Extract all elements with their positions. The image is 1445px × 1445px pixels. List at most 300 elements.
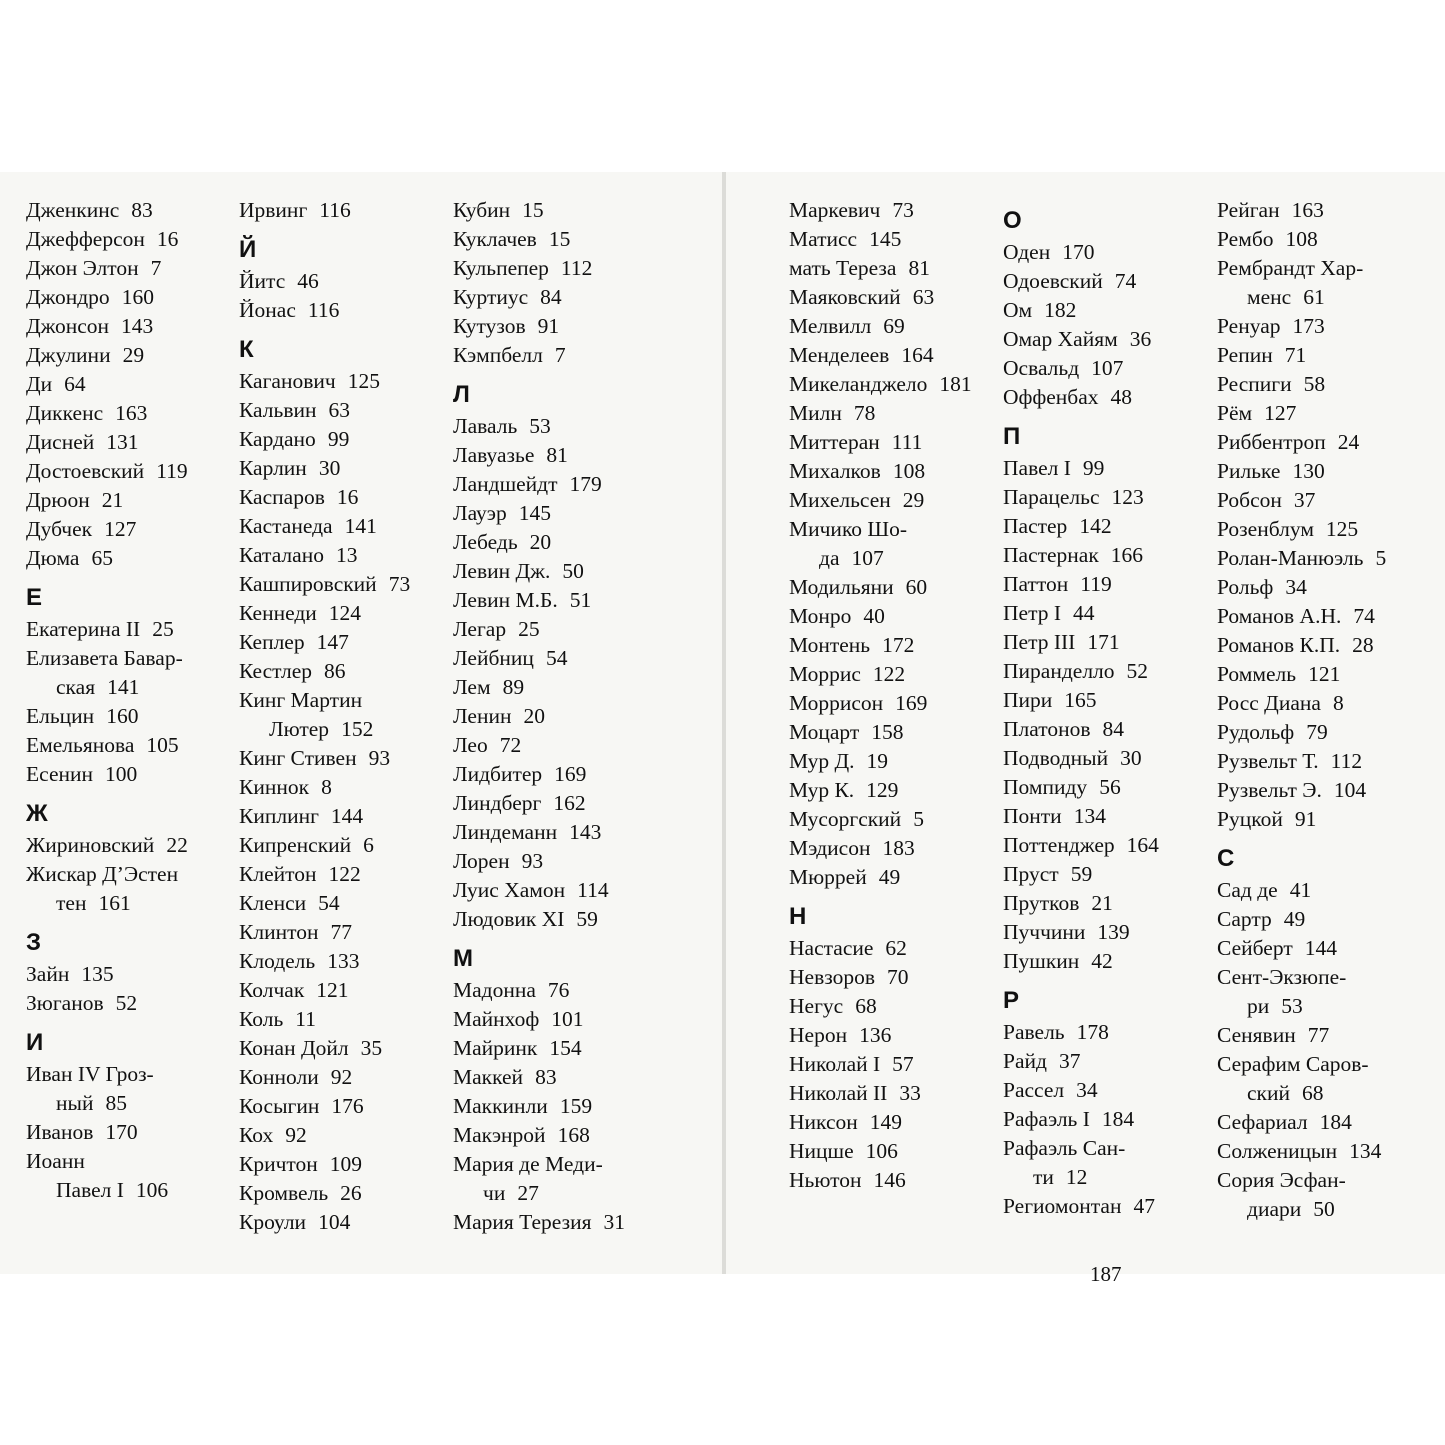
entry-page-number: 37 — [1293, 488, 1316, 512]
index-entry — [1217, 631, 1374, 660]
index-entry — [1003, 296, 1076, 325]
entry-page-number: 108 — [1285, 227, 1318, 251]
index-entry-continuation — [1217, 1195, 1335, 1224]
entry-name: Джон Элтон — [26, 256, 139, 280]
entry-name: Солженицын — [1217, 1139, 1338, 1163]
entry-page-number: 29 — [902, 488, 925, 512]
index-entry — [789, 631, 914, 660]
index-entry — [1003, 325, 1151, 354]
entry-name: Моррис — [789, 662, 861, 686]
index-entry — [1217, 876, 1311, 905]
index-entry — [239, 1179, 362, 1208]
entry-page-number: 127 — [104, 517, 137, 541]
index-entry-continuation — [1217, 992, 1303, 1021]
index-entry — [239, 1208, 350, 1237]
index-entry — [789, 225, 901, 254]
index-entry — [1003, 1047, 1080, 1076]
index-entry — [26, 960, 114, 989]
index-entry — [1217, 1050, 1369, 1079]
index-entry — [1003, 918, 1130, 947]
entry-page-number: 49 — [878, 865, 901, 889]
entry-name: Руцкой — [1217, 807, 1283, 831]
entry-name: Омар Хайям — [1003, 327, 1118, 351]
entry-name: Поттенджер — [1003, 833, 1115, 857]
entry-page-number: 15 — [548, 227, 571, 251]
entry-page-number: 125 — [347, 369, 380, 393]
entry-page-number: 133 — [327, 949, 360, 973]
letter-heading: Л — [453, 381, 470, 408]
entry-page-number: 34 — [1285, 575, 1307, 599]
entry-name: Джондро — [26, 285, 110, 309]
entry-page-number: 63 — [912, 285, 935, 309]
entry-page-number: 104 — [318, 1210, 351, 1234]
index-entry — [1217, 602, 1375, 631]
index-entry — [789, 992, 877, 1021]
entry-name: Кинг Стивен — [239, 746, 357, 770]
index-entry — [239, 267, 319, 296]
entry-page-number: 5 — [1375, 546, 1387, 570]
entry-page-number: 85 — [105, 1091, 127, 1115]
index-entry — [1217, 428, 1359, 457]
index-entry — [26, 283, 154, 312]
entry-name: Кленси — [239, 891, 307, 915]
letter-heading: М — [453, 945, 473, 972]
entry-page-number: 163 — [1291, 198, 1324, 222]
entry-page-number: 170 — [105, 1120, 138, 1144]
entry-page-number: 81 — [546, 443, 568, 467]
index-entry — [239, 976, 349, 1005]
entry-name: мать Тереза — [789, 256, 897, 280]
entry-name: Пастер — [1003, 514, 1068, 538]
index-entry — [789, 341, 934, 370]
index-entry — [789, 963, 909, 992]
entry-name: Кох — [239, 1123, 274, 1147]
index-entry — [789, 1166, 906, 1195]
index-entry — [1217, 312, 1325, 341]
entry-name: Михалков — [789, 459, 881, 483]
entry-name: Росс Диана — [1217, 691, 1321, 715]
entry-page-number: 169 — [895, 691, 928, 715]
letter-heading: О — [1003, 207, 1022, 234]
entry-name: Рейган — [1217, 198, 1280, 222]
entry-name: Пири — [1003, 688, 1053, 712]
index-entry — [239, 1005, 316, 1034]
entry-page-number: 83 — [131, 198, 153, 222]
index-entry — [789, 486, 924, 515]
index-entry — [453, 1063, 557, 1092]
entry-page-number: 31 — [603, 1210, 625, 1234]
index-entry — [1003, 686, 1097, 715]
entry-name: Рассел — [1003, 1078, 1065, 1102]
entry-name: Мэдисон — [789, 836, 871, 860]
entry-page-number: 107 — [1091, 356, 1124, 380]
index-entry — [26, 1118, 138, 1147]
entry-name: Роммель — [1217, 662, 1297, 686]
index-entry — [239, 425, 349, 454]
entry-name: Микеланджело — [789, 372, 928, 396]
index-entry — [26, 1060, 154, 1089]
entry-page-number: 124 — [328, 601, 362, 625]
entry-name: Сент-Экзюпе- — [1217, 965, 1347, 989]
entry-page-number: 181 — [939, 372, 972, 396]
entry-name: Милн — [789, 401, 842, 425]
index-entry — [1003, 238, 1094, 267]
entry-name: тен — [56, 891, 87, 915]
entry-name: Матисс — [789, 227, 858, 251]
entry-page-number: 104 — [1333, 778, 1367, 802]
entry-page-number: 34 — [1076, 1078, 1098, 1102]
entry-name: Кашпировский — [239, 572, 377, 596]
index-entry — [26, 644, 183, 673]
entry-page-number: 91 — [1294, 807, 1317, 831]
entry-name: Платонов — [1003, 717, 1091, 741]
right-page — [726, 172, 1445, 1274]
index-entry — [239, 831, 374, 860]
entry-name: Лютер — [269, 717, 330, 741]
entry-page-number: 74 — [1114, 269, 1137, 293]
entry-page-number: 144 — [330, 804, 364, 828]
entry-name: Маккинли — [453, 1094, 548, 1118]
entry-page-number: 25 — [152, 617, 174, 641]
entry-page-number: 92 — [285, 1123, 307, 1147]
entry-name: Куртиус — [453, 285, 529, 309]
entry-name: Мюррей — [789, 865, 867, 889]
entry-name: Райд — [1003, 1049, 1047, 1073]
entry-page-number: 168 — [557, 1123, 590, 1147]
entry-name: Йитс — [239, 269, 286, 293]
entry-page-number: 108 — [892, 459, 926, 483]
entry-name: Петр III — [1003, 630, 1076, 654]
index-entry — [239, 657, 346, 686]
entry-name: Рудольф — [1217, 720, 1295, 744]
entry-page-number: 58 — [1303, 372, 1326, 396]
entry-name: Лаваль — [453, 414, 518, 438]
entry-name: Сенявин — [1217, 1023, 1296, 1047]
entry-name: Жискар Д’Эстен — [26, 862, 179, 886]
entry-page-number: 184 — [1319, 1110, 1352, 1134]
entry-name: ный — [56, 1091, 94, 1115]
index-entry — [789, 312, 905, 341]
entry-name: Сад де — [1217, 878, 1278, 902]
entry-page-number: 26 — [340, 1181, 362, 1205]
index-entry — [239, 947, 359, 976]
entry-page-number: 122 — [328, 862, 361, 886]
index-entry — [1217, 399, 1296, 428]
index-entry — [453, 1150, 603, 1179]
entry-page-number: 116 — [307, 298, 340, 322]
entry-name: Иван IV Гроз- — [26, 1062, 154, 1086]
index-entry — [26, 428, 139, 457]
entry-name: Рём — [1217, 401, 1253, 425]
entry-page-number: 116 — [319, 198, 351, 222]
entry-page-number: 7 — [150, 256, 162, 280]
entry-name: Михельсен — [789, 488, 891, 512]
index-entry — [1003, 628, 1120, 657]
entry-page-number: 50 — [562, 559, 584, 583]
entry-page-number: 141 — [107, 675, 140, 699]
entry-page-number: 16 — [156, 227, 179, 251]
index-entry — [1217, 1137, 1381, 1166]
entry-name: Рафаэль Сан- — [1003, 1136, 1126, 1160]
entry-name: Иванов — [26, 1120, 94, 1144]
entry-name: Клодель — [239, 949, 316, 973]
entry-page-number: 107 — [851, 546, 884, 570]
entry-page-number: 11 — [295, 1007, 316, 1031]
entry-name: Майринк — [453, 1036, 538, 1060]
entry-name: Джефферсон — [26, 227, 145, 251]
entry-page-number: 6 — [363, 833, 374, 857]
letter-heading: Ж — [26, 800, 48, 827]
index-entry — [453, 470, 602, 499]
entry-name: Респиги — [1217, 372, 1292, 396]
entry-page-number: 29 — [122, 343, 145, 367]
entry-page-number: 143 — [121, 314, 154, 338]
entry-name: Кеплер — [239, 630, 305, 654]
entry-page-number: 74 — [1353, 604, 1375, 628]
entry-page-number: 68 — [855, 994, 877, 1018]
index-entry-continuation — [453, 1179, 539, 1208]
index-entry — [239, 860, 361, 889]
entry-name: Равель — [1003, 1020, 1065, 1044]
entry-page-number: 37 — [1058, 1049, 1081, 1073]
index-entry — [789, 1137, 898, 1166]
entry-name: Кеннеди — [239, 601, 317, 625]
entry-page-number: 121 — [316, 978, 349, 1002]
entry-name: Ленин — [453, 704, 512, 728]
entry-name: Кастанеда — [239, 514, 333, 538]
index-entry — [1003, 1018, 1109, 1047]
index-entry — [26, 544, 113, 573]
entry-page-number: 19 — [866, 749, 888, 773]
entry-page-number: 54 — [318, 891, 340, 915]
index-entry — [453, 905, 598, 934]
entry-name: чи — [483, 1181, 506, 1205]
index-entry — [453, 702, 545, 731]
index-entry — [1003, 773, 1121, 802]
index-entry — [453, 644, 567, 673]
entry-name: Кутузов — [453, 314, 526, 338]
entry-page-number: 162 — [553, 791, 586, 815]
index-entry — [453, 876, 609, 905]
index-entry — [789, 254, 930, 283]
entry-page-number: 86 — [324, 659, 346, 683]
index-entry-continuation — [26, 1089, 127, 1118]
entry-name: Мичико Шо- — [789, 517, 908, 541]
index-entry — [1003, 715, 1124, 744]
index-entry — [453, 847, 543, 876]
entry-page-number: 139 — [1097, 920, 1130, 944]
index-entry — [453, 283, 562, 312]
entry-page-number: 114 — [577, 878, 609, 902]
entry-name: Кестлер — [239, 659, 313, 683]
index-entry-continuation — [1217, 1079, 1324, 1108]
entry-name: Мусоргский — [789, 807, 902, 831]
entry-page-number: 79 — [1306, 720, 1328, 744]
index-entry — [789, 776, 898, 805]
index-entry-continuation — [26, 673, 139, 702]
entry-page-number: 49 — [1283, 907, 1306, 931]
entry-page-number: 146 — [873, 1168, 906, 1192]
index-entry — [453, 586, 591, 615]
index-entry — [453, 557, 584, 586]
entry-page-number: 176 — [331, 1094, 364, 1118]
index-entry — [1217, 225, 1318, 254]
index-entry — [1217, 805, 1316, 834]
entry-page-number: 20 — [523, 704, 545, 728]
entry-name: Серафим Саров- — [1217, 1052, 1369, 1076]
entry-name: менс — [1247, 285, 1292, 309]
entry-page-number: 78 — [853, 401, 876, 425]
index-entry — [789, 934, 907, 963]
entry-page-number: 7 — [554, 343, 566, 367]
index-entry — [1003, 1076, 1098, 1105]
entry-name: Сейберт — [1217, 936, 1293, 960]
entry-page-number: 178 — [1076, 1020, 1109, 1044]
entry-page-number: 36 — [1129, 327, 1152, 351]
entry-page-number: 184 — [1101, 1107, 1135, 1131]
entry-name: Есенин — [26, 762, 93, 786]
entry-page-number: 72 — [499, 733, 522, 757]
index-entry — [1003, 657, 1148, 686]
letter-heading: Р — [1003, 987, 1020, 1014]
entry-page-number: 173 — [1292, 314, 1325, 338]
index-entry — [1003, 541, 1143, 570]
entry-name: Джулини — [26, 343, 111, 367]
entry-page-number: 68 — [1302, 1081, 1324, 1105]
index-entry — [1217, 905, 1305, 934]
index-entry — [789, 805, 924, 834]
index-entry — [26, 312, 153, 341]
entry-page-number: 149 — [869, 1110, 902, 1134]
entry-page-number: 145 — [869, 227, 902, 251]
entry-name: Ом — [1003, 298, 1033, 322]
entry-page-number: 170 — [1062, 240, 1095, 264]
entry-page-number: 22 — [166, 833, 188, 857]
index-entry — [789, 370, 972, 399]
entry-page-number: 111 — [891, 430, 923, 454]
entry-page-number: 81 — [908, 256, 930, 280]
entry-page-number: 52 — [115, 991, 138, 1015]
entry-name: Рильке — [1217, 459, 1281, 483]
index-entry — [26, 399, 147, 428]
entry-name: Линдеманн — [453, 820, 558, 844]
entry-page-number: 160 — [121, 285, 154, 309]
entry-page-number: 59 — [576, 907, 598, 931]
entry-name: Невзоров — [789, 965, 875, 989]
entry-name: Зайн — [26, 962, 70, 986]
entry-page-number: 99 — [327, 427, 350, 451]
entry-page-number: 89 — [502, 675, 525, 699]
entry-name: Мария Терезия — [453, 1210, 592, 1234]
entry-name: Легар — [453, 617, 507, 641]
entry-name: Макэнрой — [453, 1123, 546, 1147]
entry-name: Колчак — [239, 978, 305, 1002]
entry-page-number: 56 — [1099, 775, 1121, 799]
entry-page-number: 143 — [569, 820, 602, 844]
entry-name: Кинг Мартин — [239, 688, 363, 712]
entry-page-number: 16 — [336, 485, 359, 509]
index-entry — [1217, 1108, 1352, 1137]
index-entry — [1217, 254, 1363, 283]
entry-page-number: 122 — [872, 662, 906, 686]
entry-name: Пиранделло — [1003, 659, 1115, 683]
entry-page-number: 69 — [883, 314, 905, 338]
index-entry — [789, 863, 900, 892]
entry-page-number: 70 — [887, 965, 909, 989]
index-entry — [453, 1121, 590, 1150]
index-entry — [453, 341, 566, 370]
index-entry — [1003, 947, 1113, 976]
entry-page-number: 21 — [1091, 891, 1113, 915]
index-entry — [1003, 831, 1159, 860]
entry-name: Ирвинг — [239, 198, 308, 222]
entry-page-number: 50 — [1313, 1197, 1335, 1221]
entry-name: Клинтон — [239, 920, 319, 944]
entry-name: Кубин — [453, 198, 511, 222]
index-entry — [26, 702, 138, 731]
entry-name: Романов А.Н. — [1217, 604, 1342, 628]
entry-page-number: 136 — [859, 1023, 892, 1047]
entry-name: диари — [1247, 1197, 1302, 1221]
entry-page-number: 65 — [91, 546, 113, 570]
entry-name: Пастернак — [1003, 543, 1099, 567]
entry-name: Кричтон — [239, 1152, 318, 1176]
entry-page-number: 52 — [1126, 659, 1149, 683]
entry-name: Пушкин — [1003, 949, 1080, 973]
entry-page-number: 121 — [1308, 662, 1341, 686]
entry-name: Сория Эсфан- — [1217, 1168, 1346, 1192]
index-entry — [1003, 1105, 1134, 1134]
entry-name: Коль — [239, 1007, 284, 1031]
index-entry — [789, 660, 905, 689]
entry-page-number: 161 — [98, 891, 131, 915]
entry-page-number: 54 — [545, 646, 568, 670]
index-entry — [1217, 689, 1344, 718]
entry-name: Лео — [453, 733, 488, 757]
entry-name: Сефариал — [1217, 1110, 1308, 1134]
entry-name: Кэмпбелл — [453, 343, 543, 367]
entry-name: Ницше — [789, 1139, 854, 1163]
entry-name: Лебедь — [453, 530, 518, 554]
index-entry — [453, 760, 586, 789]
entry-name: Рембо — [1217, 227, 1274, 251]
index-entry — [789, 283, 934, 312]
index-entry — [1217, 963, 1346, 992]
index-entry — [1217, 776, 1366, 805]
index-entry — [239, 599, 361, 628]
entry-page-number: 100 — [105, 762, 138, 786]
entry-page-number: 77 — [330, 920, 352, 944]
entry-page-number: 160 — [106, 704, 139, 728]
index-entry — [789, 515, 907, 544]
entry-name: Жириновский — [26, 833, 155, 857]
index-entry — [239, 918, 352, 947]
letter-heading: Е — [26, 584, 43, 611]
entry-name: Пруст — [1003, 862, 1059, 886]
index-entry — [1003, 570, 1112, 599]
index-entry — [239, 744, 390, 773]
letter-heading: З — [26, 929, 42, 956]
entry-name: Ролан-Манюэль — [1217, 546, 1364, 570]
entry-name: ти — [1033, 1165, 1054, 1189]
entry-name: ри — [1247, 994, 1270, 1018]
entry-page-number: 165 — [1064, 688, 1097, 712]
index-entry — [239, 196, 351, 225]
entry-name: Мелвилл — [789, 314, 872, 338]
index-entry — [1217, 196, 1324, 225]
entry-name: Петр I — [1003, 601, 1062, 625]
index-entry — [453, 312, 559, 341]
